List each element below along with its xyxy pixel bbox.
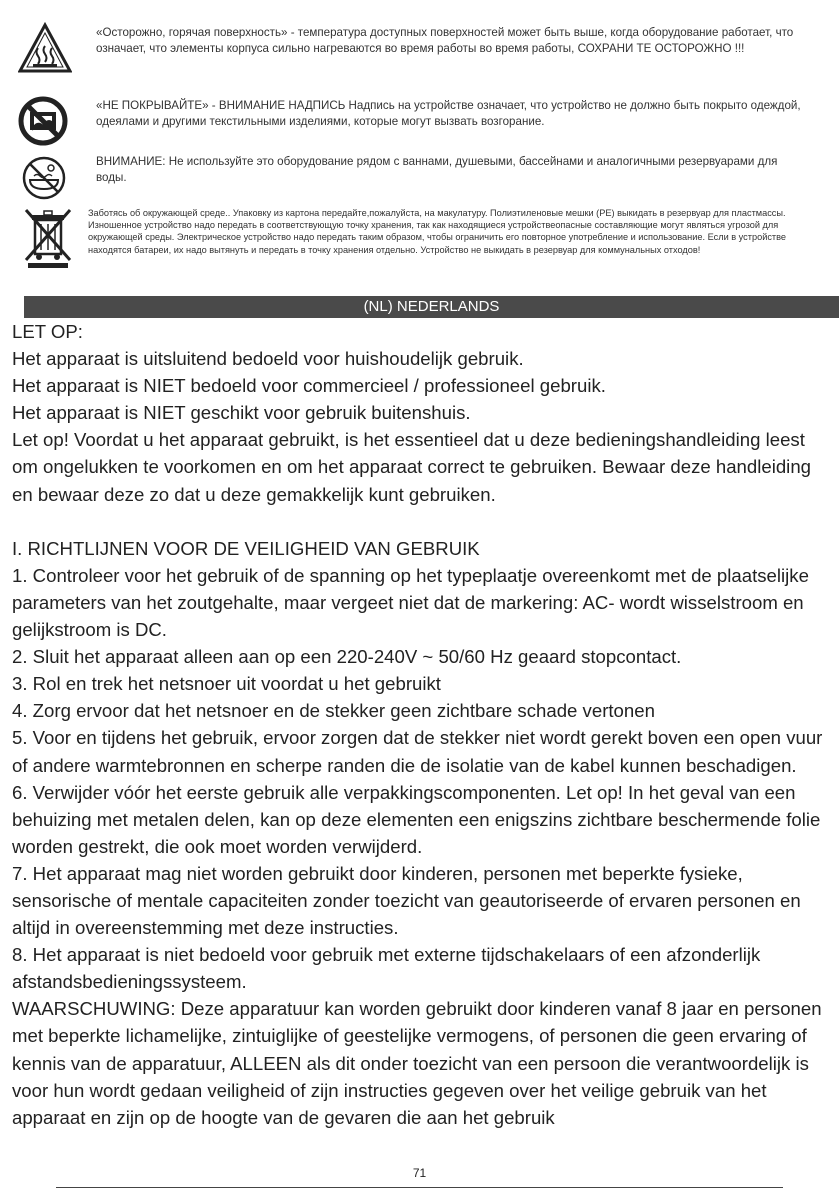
spacer [12, 508, 834, 535]
warning-text: Заботясь об окружающей среде.. Упаковку из картона передайте,пожалуйста, на макулатуру. Полиэтиленовые мешки (PE) выкидать в резервуар для пластмассы. Изношенное устройство надо передать в соответствующую точку хранения, так как находящиеся устройствеопасные составляющие могут являться угрозой для окружающей среды. Электрическое устройство надо передать таким образом, чтобы ограничить его повторное употребление и использование. Если в устройстве находятся батареи, их надо вытянуть и передать в точку хранения отдельно. Устройство не выкидать в резервуар для коммунальных отходов! [88, 208, 787, 255]
rule-item: 6. Verwijder vóór het eerste gebruik alle verpakkingscomponenten. Let op! In het geval van een behuizing met metalen delen, kan op deze elementen een enigszins zichtbare beschermende folie worden gestrekt, die ook moet worden verwijderd. [12, 781, 821, 857]
warning-no-bath [0, 150, 839, 202]
weee-bin-icon [20, 206, 76, 270]
rule-item: 4. Zorg ervoor dat het netsnoer en de stekker geen zichtbare schade vertonen [12, 700, 655, 722]
intro-line: Het apparaat is uitsluitend bedoeld voor huishoudelijk gebruik. [12, 348, 524, 370]
rule-item: 5. Voor en tijdens het gebruik, ervoor zorgen dat de stekker niet wordt gerekt boven een open vuur of andere warmtebronnen en scherpe randen die de isolatie van de kabel kunnen beschadigen. [12, 727, 823, 776]
rule-item: 7. Het apparaat mag niet worden gebruikt door kinderen, personen met beperkte fysieke, sensorische of mentale capaciteiten zonder toezicht van geautoriseerde of ervaren personen en altijd in overeenstemming met deze instructies. [12, 862, 801, 939]
rule-item: 2. Sluit het apparaat alleen aan op een 220-240V ~ 50/60 Hz geaard stopcontact. [12, 646, 682, 668]
intro-heading: LET OP: [12, 321, 83, 342]
warning-paragraph: WAARSCHUWING: Deze apparatuur kan worden gebruikt door kinderen vanaf 8 jaar en personen met beperkte lichamelijke, zintuiglijke of geestelijke vermogens, of personen die geen ervaring of kennis van de apparatuur, ALLEEN als dit onder toezicht van een persoon die verantwoordelijk is voor hun wordt gedaan veiligheid of zijn instructies gegeven over het veilige gebruik van het apparaat en zijn op de hoogte van de gevaren die aan het gebruik [12, 998, 822, 1128]
language-section-band [24, 296, 839, 318]
intro-line: Het apparaat is NIET geschikt voor gebruik buitenshuis. [12, 402, 471, 424]
main-content [12, 318, 834, 1131]
hot-surface-icon [18, 22, 72, 76]
warning-text: «НЕ ПОКРЫВАЙТЕ» - ВНИМАНИЕ НАДПИСЬ Надпись на устройстве означает, что устройство не должно быть покрыто одеждой, одеялами и другими текстильными изделиями, которые могут вызвать возгорание. [96, 99, 801, 128]
warning-do-not-cover [0, 92, 839, 148]
language-section-title: (NL) NEDERLANDS [363, 298, 500, 315]
warning-text: ВНИМАНИЕ: Не используйте это оборудование рядом с ваннами, душевыми, бассейнами и аналогичными резервуарами для воды. [96, 155, 778, 184]
do-not-cover-icon [16, 94, 70, 148]
footer-divider [56, 1187, 783, 1188]
warning-environment [0, 204, 839, 274]
rule-item: 8. Het apparaat is niet bedoeld voor gebruik met externe tijdschakelaars of een afzonderlijk afstandsbedieningssysteem. [12, 944, 761, 993]
no-bath-icon [20, 154, 68, 202]
section-heading: I. RICHTLIJNEN VOOR DE VEILIGHEID VAN GEBRUIK [12, 537, 480, 559]
intro-line: Het apparaat is NIET bedoeld voor commercieel / professioneel gebruik. [12, 375, 606, 397]
intro-paragraph: Let op! Voordat u het apparaat gebruikt, is het essentieel dat u deze bedieningshandleiding leest om ongelukken te voorkomen en om het apparaat correct te gebruiken. Bewaar deze handleiding en bewaar deze zo dat u deze gemakkelijk kunt gebruiken. [12, 429, 811, 505]
warning-text: «Осторожно, горячая поверхность» - температура доступных поверхностей может быть выше, когда оборудование работает, что означает, что элементы корпуса сильно нагреваются во время работы во время работы, СОХРАНИ ТЕ ОСТОРОЖНО !!! [96, 26, 794, 55]
page-number: 71 [412, 1166, 427, 1180]
rule-item: 3. Rol en trek het netsnoer uit voordat u het gebruikt [12, 673, 441, 695]
warning-hot-surface [0, 18, 839, 78]
rule-item: 1. Controleer voor het gebruik of de spanning op het typeplaatje overeenkomt met de plaatselijke parameters van het zoutgehalte, maar vergeet niet dat de markering: AC- wordt wisselstroom en gelijkstroom is DC. [12, 564, 809, 641]
